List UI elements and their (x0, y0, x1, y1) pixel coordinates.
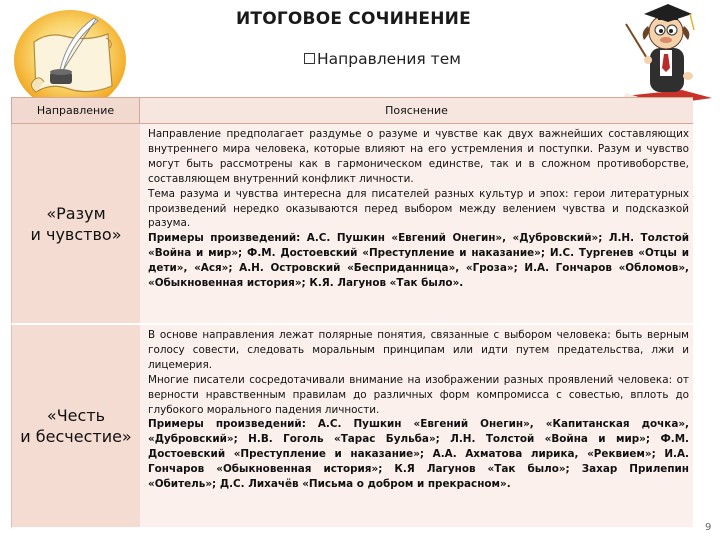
explanation-cell (140, 124, 693, 325)
direction-cell (11, 124, 140, 325)
explanation-paragraph: Тема разума и чувства интересна для писателей разных культур и эпох: герои литературных произведений нередко оказываются перед выбором между велением чувства и подсказкой разума. (148, 187, 689, 230)
page-number: 9 (705, 522, 712, 533)
explanation-cell (140, 325, 693, 529)
subtitle-text: Направления тем (317, 50, 461, 68)
table-row (11, 325, 693, 529)
professor-mascot-icon (604, 0, 720, 106)
direction-line: «Честь (46, 406, 106, 425)
page-title: ИТОГОВОЕ СОЧИНЕНИЕ (236, 9, 471, 29)
checkbox-bullet-icon (304, 53, 315, 64)
table-header-row (11, 97, 693, 124)
explanation-paragraph: Направление предполагает раздумье о разуме и чувстве как двух важнейших составляющих внутреннего мира человека, которые влияют на его устремления и поступки. Разум и чувство могут быть рассмотрены как в гармоническом единстве, так и в сложном противоборстве, составляющем внутренний конфликт личности. (148, 128, 689, 185)
examples-paragraph: Примеры произведений: А.С. Пушкин «Евгений Онегин», «Дубровский»; Л.Н. Толстой «Война и мир»; Ф.М. Достоевский «Преступление и наказание»; И.С. Тургенев «Отцы и дети», «Ася»; А.Н. Островский «Бесприданница», «Гроза»; И.А. Гончаров «Обломов», «Обыкновенная история»; К.Я. Лагунов «Так было». (148, 232, 689, 290)
direction-line: и чувство» (30, 224, 122, 244)
column-header-explanation: Пояснение (140, 97, 693, 124)
direction-line: и бесчестие» (20, 427, 132, 446)
examples-paragraph: Примеры произведений: А.С. Пушкин «Евгений Онегин», «Капитанская дочка», «Дубровский»; Н.В. Гоголь «Тарас Бульба»; Л.Н. Толстой «Война и мир»; Ф.М. Достоевский «Преступление и наказание»; А.А. Ахматова лирика, «Реквием»; И.А. Гончаров «Обыкновенная история»; К.Я Лагунов «Так было»; Захар Прилепин «Обитель»; Д.С. Лихачёв «Письма о добром и прекрасном». (148, 418, 689, 491)
column-header-direction: Направление (11, 97, 140, 124)
table-row (11, 124, 693, 325)
directions-table (11, 97, 693, 529)
direction-cell (11, 325, 140, 529)
explanation-paragraph: В основе направления лежат полярные понятия, связанные с выбором человека: быть верным голосу совести, следовать моральным принципам или идти путем предательства, лжи и лицемерия. (148, 329, 689, 371)
direction-line: «Разум (46, 203, 106, 223)
page-subtitle (304, 50, 461, 68)
explanation-paragraph: Многие писатели сосредотачивали внимание на изображении разных проявлений человека: от верности нравственным правилам до различных форм компромисса с совестью, вплоть до глубокого морального падения личности. (148, 373, 689, 416)
